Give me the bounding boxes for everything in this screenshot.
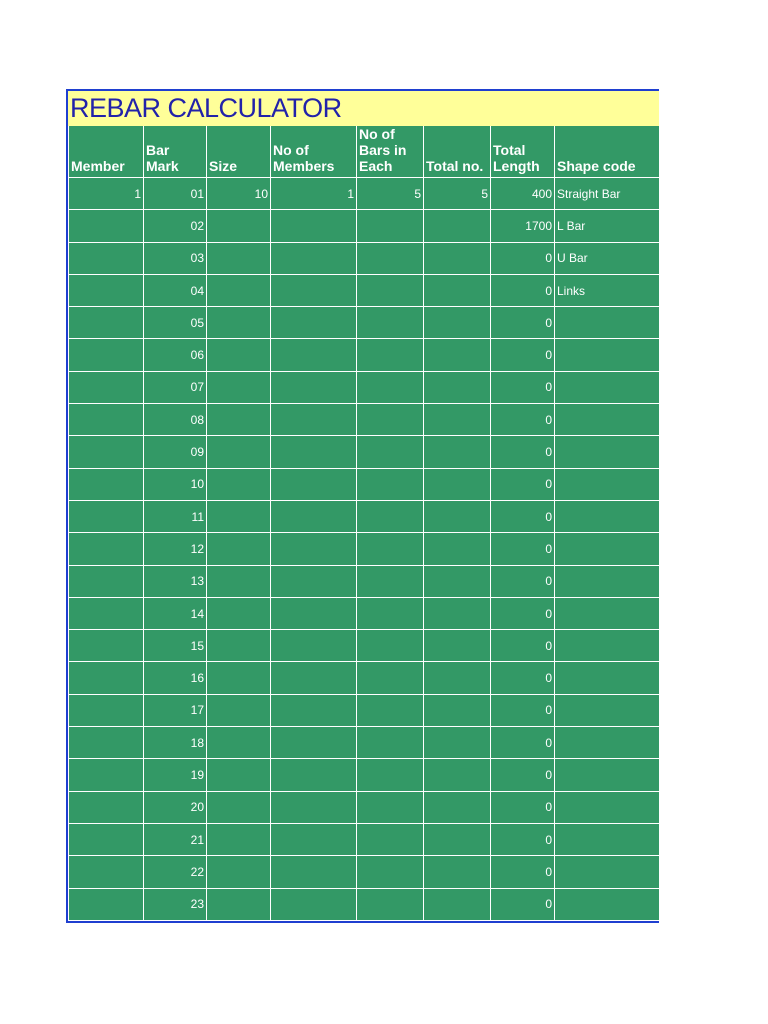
cell-total-length[interactable]: 0 xyxy=(491,856,555,888)
cell-bars-each[interactable] xyxy=(357,242,424,274)
cell-total-length[interactable]: 0 xyxy=(491,533,555,565)
cell-bar-mark[interactable]: 22 xyxy=(144,856,207,888)
cell-bars-each[interactable] xyxy=(357,597,424,629)
cell-bars-each[interactable] xyxy=(357,727,424,759)
cell-total-length[interactable]: 0 xyxy=(491,759,555,791)
cell-total-no[interactable] xyxy=(424,242,491,274)
cell-size[interactable] xyxy=(207,436,271,468)
cell-no-members[interactable] xyxy=(271,791,357,823)
cell-total-no[interactable] xyxy=(424,823,491,855)
cell-total-length[interactable]: 0 xyxy=(491,371,555,403)
column-header-label: Size xyxy=(209,158,238,174)
table-row xyxy=(69,468,660,500)
cell-size[interactable] xyxy=(207,791,271,823)
cell-total-length[interactable]: 0 xyxy=(491,307,555,339)
column-header-label: Bar Mark xyxy=(146,142,179,174)
cell-bar-mark[interactable]: 19 xyxy=(144,759,207,791)
column-header-shape-code[interactable] xyxy=(555,126,660,178)
cell-bars-each[interactable] xyxy=(357,694,424,726)
table-row xyxy=(69,565,660,597)
cell-size[interactable]: 10 xyxy=(207,178,271,210)
cell-bars-each[interactable] xyxy=(357,791,424,823)
table-row xyxy=(69,274,660,306)
table-row xyxy=(69,533,660,565)
cell-shape-code[interactable] xyxy=(555,371,660,403)
cell-bars-each[interactable] xyxy=(357,533,424,565)
cell-shape-code[interactable] xyxy=(555,759,660,791)
cell-bar-mark[interactable]: 01 xyxy=(144,178,207,210)
table-row xyxy=(69,404,660,436)
column-header-bars-each[interactable] xyxy=(357,126,424,178)
cell-member[interactable] xyxy=(69,791,144,823)
cell-member[interactable] xyxy=(69,210,144,242)
cell-total-length[interactable]: 0 xyxy=(491,339,555,371)
column-header-label: Shape code xyxy=(557,158,636,174)
cell-total-length[interactable]: 0 xyxy=(491,823,555,855)
cell-bar-mark[interactable]: 15 xyxy=(144,630,207,662)
cell-shape-code[interactable] xyxy=(555,500,660,532)
cell-no-members[interactable] xyxy=(271,694,357,726)
cell-total-no[interactable] xyxy=(424,436,491,468)
cell-total-no[interactable] xyxy=(424,759,491,791)
cell-total-no[interactable] xyxy=(424,856,491,888)
cell-bar-mark[interactable]: 10 xyxy=(144,468,207,500)
cell-member[interactable] xyxy=(69,888,144,920)
cell-total-length[interactable]: 0 xyxy=(491,888,555,920)
cell-bar-mark[interactable]: 16 xyxy=(144,662,207,694)
cell-no-members[interactable] xyxy=(271,888,357,920)
cell-no-members[interactable] xyxy=(271,727,357,759)
cell-no-members[interactable] xyxy=(271,274,357,306)
cell-bars-each[interactable] xyxy=(357,823,424,855)
cell-member[interactable] xyxy=(69,436,144,468)
cell-bars-each[interactable] xyxy=(357,274,424,306)
cell-bar-mark[interactable]: 04 xyxy=(144,274,207,306)
cell-member[interactable] xyxy=(69,307,144,339)
cell-member[interactable] xyxy=(69,500,144,532)
cell-no-members[interactable] xyxy=(271,242,357,274)
cell-total-length[interactable]: 0 xyxy=(491,630,555,662)
cell-total-length[interactable]: 0 xyxy=(491,500,555,532)
cell-size[interactable] xyxy=(207,533,271,565)
cell-bar-mark[interactable]: 09 xyxy=(144,436,207,468)
column-header-member[interactable] xyxy=(69,126,144,178)
cell-shape-code[interactable] xyxy=(555,856,660,888)
cell-shape-code[interactable] xyxy=(555,565,660,597)
cell-member[interactable] xyxy=(69,242,144,274)
cell-total-no[interactable] xyxy=(424,339,491,371)
cell-bar-mark[interactable]: 13 xyxy=(144,565,207,597)
table-row xyxy=(69,823,660,855)
table-row xyxy=(69,210,660,242)
cell-total-no[interactable] xyxy=(424,888,491,920)
cell-no-members[interactable] xyxy=(271,565,357,597)
cell-member[interactable] xyxy=(69,371,144,403)
cell-member[interactable] xyxy=(69,533,144,565)
table-row xyxy=(69,436,660,468)
cell-total-length[interactable]: 400 xyxy=(491,178,555,210)
cell-shape-code[interactable]: Links xyxy=(555,274,660,306)
cell-bars-each[interactable] xyxy=(357,856,424,888)
table-row xyxy=(69,178,660,210)
cell-member[interactable] xyxy=(69,759,144,791)
cell-size[interactable] xyxy=(207,888,271,920)
cell-member[interactable] xyxy=(69,630,144,662)
cell-no-members[interactable] xyxy=(271,339,357,371)
cell-member[interactable] xyxy=(69,597,144,629)
cell-size[interactable] xyxy=(207,630,271,662)
cell-bar-mark[interactable]: 02 xyxy=(144,210,207,242)
cell-total-no[interactable] xyxy=(424,791,491,823)
cell-bar-mark[interactable]: 14 xyxy=(144,597,207,629)
cell-size[interactable] xyxy=(207,565,271,597)
cell-bar-mark[interactable]: 03 xyxy=(144,242,207,274)
cell-bars-each[interactable] xyxy=(357,630,424,662)
cell-total-length[interactable]: 0 xyxy=(491,662,555,694)
cell-total-length[interactable]: 0 xyxy=(491,565,555,597)
cell-total-no[interactable] xyxy=(424,597,491,629)
cell-size[interactable] xyxy=(207,727,271,759)
column-header-label: Total Length xyxy=(493,142,540,174)
cell-member[interactable] xyxy=(69,727,144,759)
column-header-bar-mark[interactable] xyxy=(144,126,207,178)
cell-total-no[interactable] xyxy=(424,500,491,532)
cell-total-length[interactable]: 0 xyxy=(491,436,555,468)
cell-shape-code[interactable] xyxy=(555,791,660,823)
cell-no-members[interactable] xyxy=(271,307,357,339)
cell-total-no[interactable] xyxy=(424,371,491,403)
cell-no-members[interactable] xyxy=(271,597,357,629)
table-row xyxy=(69,791,660,823)
cell-bars-each[interactable] xyxy=(357,662,424,694)
cell-member[interactable] xyxy=(69,694,144,726)
cell-bars-each[interactable] xyxy=(357,565,424,597)
cell-no-members[interactable] xyxy=(271,759,357,791)
cell-member[interactable] xyxy=(69,274,144,306)
cell-shape-code[interactable] xyxy=(555,404,660,436)
table-row xyxy=(69,630,660,662)
cell-no-members[interactable] xyxy=(271,823,357,855)
cell-member[interactable] xyxy=(69,662,144,694)
cell-size[interactable] xyxy=(207,242,271,274)
cell-total-no[interactable] xyxy=(424,662,491,694)
cell-bar-mark[interactable]: 06 xyxy=(144,339,207,371)
table-row xyxy=(69,339,660,371)
cell-shape-code[interactable] xyxy=(555,339,660,371)
cell-total-no[interactable] xyxy=(424,404,491,436)
cell-shape-code[interactable] xyxy=(555,630,660,662)
cell-shape-code[interactable] xyxy=(555,597,660,629)
cell-total-no[interactable] xyxy=(424,274,491,306)
cell-shape-code[interactable] xyxy=(555,468,660,500)
cell-member[interactable] xyxy=(69,823,144,855)
cell-size[interactable] xyxy=(207,404,271,436)
cell-member[interactable] xyxy=(69,339,144,371)
cell-bar-mark[interactable]: 18 xyxy=(144,727,207,759)
cell-member[interactable]: 1 xyxy=(69,178,144,210)
cell-bar-mark[interactable]: 17 xyxy=(144,694,207,726)
cell-shape-code[interactable] xyxy=(555,662,660,694)
rebar-table xyxy=(68,126,660,921)
column-header-label: No of Members xyxy=(273,142,335,174)
table-row xyxy=(69,307,660,339)
cell-size[interactable] xyxy=(207,597,271,629)
cell-no-members[interactable] xyxy=(271,856,357,888)
column-header-label: Member xyxy=(71,158,125,174)
cell-no-members[interactable] xyxy=(271,210,357,242)
column-header-no-members[interactable] xyxy=(271,126,357,178)
cell-total-no[interactable] xyxy=(424,468,491,500)
cell-size[interactable] xyxy=(207,307,271,339)
cell-total-length[interactable]: 0 xyxy=(491,242,555,274)
cell-bars-each[interactable] xyxy=(357,468,424,500)
column-header-size[interactable] xyxy=(207,126,271,178)
cell-shape-code[interactable]: L Bar xyxy=(555,210,660,242)
cell-size[interactable] xyxy=(207,856,271,888)
cell-shape-code[interactable]: U Bar xyxy=(555,242,660,274)
cell-size[interactable] xyxy=(207,274,271,306)
cell-size[interactable] xyxy=(207,694,271,726)
cell-total-no[interactable] xyxy=(424,307,491,339)
table-row xyxy=(69,888,660,920)
column-header-label: No of Bars in Each xyxy=(359,126,407,174)
cell-total-length[interactable]: 0 xyxy=(491,468,555,500)
column-header-total-no[interactable] xyxy=(424,126,491,178)
cell-no-members[interactable] xyxy=(271,662,357,694)
cell-no-members[interactable] xyxy=(271,500,357,532)
cell-shape-code[interactable] xyxy=(555,727,660,759)
cell-bar-mark[interactable]: 12 xyxy=(144,533,207,565)
cell-total-no[interactable] xyxy=(424,630,491,662)
table-row xyxy=(69,727,660,759)
cell-size[interactable] xyxy=(207,823,271,855)
table-row xyxy=(69,597,660,629)
cell-shape-code[interactable] xyxy=(555,888,660,920)
cell-size[interactable] xyxy=(207,339,271,371)
header-row xyxy=(69,126,660,178)
cell-bars-each[interactable] xyxy=(357,436,424,468)
cell-size[interactable] xyxy=(207,210,271,242)
cell-no-members[interactable] xyxy=(271,468,357,500)
cell-bars-each[interactable] xyxy=(357,371,424,403)
cell-no-members[interactable] xyxy=(271,436,357,468)
cell-bar-mark[interactable]: 08 xyxy=(144,404,207,436)
cell-bars-each[interactable] xyxy=(357,888,424,920)
column-header-total-length[interactable] xyxy=(491,126,555,178)
cell-shape-code[interactable] xyxy=(555,533,660,565)
cell-bar-mark[interactable]: 21 xyxy=(144,823,207,855)
cell-total-no[interactable] xyxy=(424,694,491,726)
cell-shape-code[interactable] xyxy=(555,694,660,726)
table-row xyxy=(69,662,660,694)
table-row xyxy=(69,242,660,274)
sheet-title[interactable]: REBAR CALCULATOR xyxy=(68,91,659,126)
cell-total-length[interactable]: 0 xyxy=(491,404,555,436)
cell-no-members[interactable] xyxy=(271,630,357,662)
spreadsheet xyxy=(66,89,659,923)
cell-bar-mark[interactable]: 07 xyxy=(144,371,207,403)
cell-total-no[interactable]: 5 xyxy=(424,178,491,210)
cell-size[interactable] xyxy=(207,662,271,694)
table-row xyxy=(69,371,660,403)
cell-size[interactable] xyxy=(207,759,271,791)
cell-member[interactable] xyxy=(69,856,144,888)
cell-shape-code[interactable] xyxy=(555,307,660,339)
cell-size[interactable] xyxy=(207,468,271,500)
cell-no-members[interactable] xyxy=(271,371,357,403)
table-row xyxy=(69,694,660,726)
cell-total-no[interactable] xyxy=(424,727,491,759)
cell-total-length[interactable]: 0 xyxy=(491,597,555,629)
cell-bars-each[interactable] xyxy=(357,500,424,532)
cell-shape-code[interactable] xyxy=(555,823,660,855)
cell-bar-mark[interactable]: 23 xyxy=(144,888,207,920)
cell-total-length[interactable]: 0 xyxy=(491,694,555,726)
column-header-label: Total no. xyxy=(426,158,484,174)
cell-bars-each[interactable] xyxy=(357,759,424,791)
cell-total-no[interactable] xyxy=(424,210,491,242)
cell-member[interactable] xyxy=(69,565,144,597)
cell-shape-code[interactable] xyxy=(555,436,660,468)
cell-total-length[interactable]: 0 xyxy=(491,727,555,759)
cell-member[interactable] xyxy=(69,404,144,436)
table-row xyxy=(69,759,660,791)
table-body xyxy=(69,178,660,921)
cell-bars-each[interactable] xyxy=(357,404,424,436)
cell-total-no[interactable] xyxy=(424,533,491,565)
cell-total-length[interactable]: 0 xyxy=(491,274,555,306)
cell-member[interactable] xyxy=(69,468,144,500)
cell-bars-each[interactable] xyxy=(357,339,424,371)
cell-bars-each[interactable]: 5 xyxy=(357,178,424,210)
cell-total-length[interactable]: 1700 xyxy=(491,210,555,242)
cell-total-no[interactable] xyxy=(424,565,491,597)
cell-no-members[interactable]: 1 xyxy=(271,178,357,210)
cell-bars-each[interactable] xyxy=(357,210,424,242)
cell-size[interactable] xyxy=(207,500,271,532)
cell-bar-mark[interactable]: 11 xyxy=(144,500,207,532)
cell-size[interactable] xyxy=(207,371,271,403)
cell-no-members[interactable] xyxy=(271,404,357,436)
cell-bar-mark[interactable]: 20 xyxy=(144,791,207,823)
table-row xyxy=(69,500,660,532)
cell-shape-code[interactable]: Straight Bar xyxy=(555,178,660,210)
table-row xyxy=(69,856,660,888)
cell-no-members[interactable] xyxy=(271,533,357,565)
cell-bars-each[interactable] xyxy=(357,307,424,339)
cell-bar-mark[interactable]: 05 xyxy=(144,307,207,339)
cell-total-length[interactable]: 0 xyxy=(491,791,555,823)
